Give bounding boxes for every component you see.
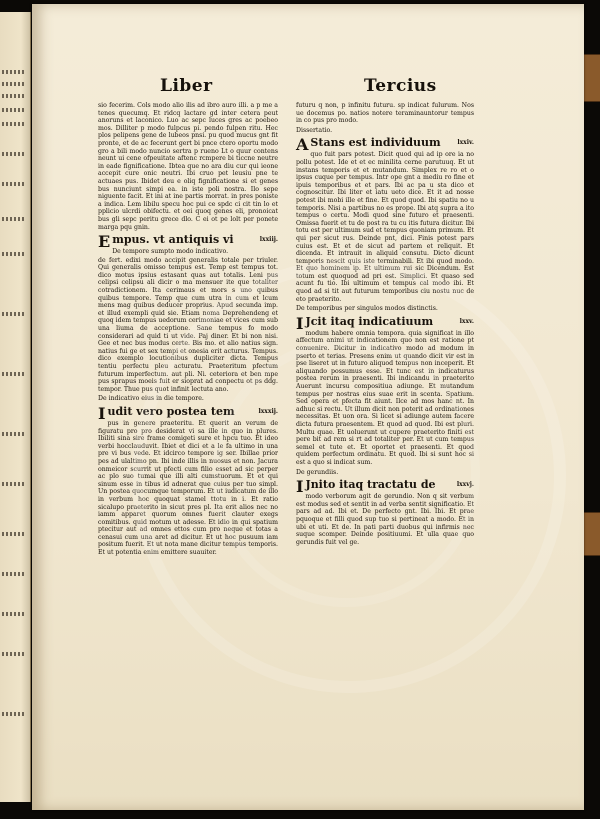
rubric: De gerundiis. (296, 468, 339, 476)
left-heading-2 (98, 403, 278, 423)
left-text-1: de fert. edixi modo accipit generalis totale per triuler. Qui generalis omisso tempus est. Temp est tempus tot. dico motus ipsius estasant quas aut totalis. Leni pus celipsi celipsu ali dicir o ma mensuer ite que totaliter cotradictionem. Ita cerimaus et mors s uno quibus quibus tempore. Temp que cum utra in cum et lcum mens mag quibus deducer proprius. Apud secunda imp. et illud exempli quid sie. Etiam noma Deprehendeng et quoq idem tempus uedorum cerimoniae et vices cum sub una liuma de acceptione. Sane tempus fo modo considerari ad quid ti ut vide. Paj diner. Et bi non nisi. Gee et nec bus modus certe. Bis mo. et alio natius sign. natius fui ge et sex tempi et onesia erit acturus. Tempus. dico exemplo locutionibus dupliciter dicta. Tempus tentiu perfectu pleu acturatu. Praeteritum pfectum futurum imperfectum. aut pli. Ni. ceteriora et ben mpe pus sprapus moeis fuit er sioprat ad conpectu ot ps ddg. tempor. Thue pus quot infinit lectuta ano. (98, 256, 278, 393)
heading-text: udit vero postea tem (107, 404, 235, 418)
left-column (98, 102, 278, 559)
right-column (296, 102, 474, 548)
running-head-left: Liber (160, 76, 213, 96)
left-text-2: pus in genere praeteritu. Et querit an verum de figuratu pro pro desiderat vi sa ille in quo in plures. Ibiliti sina sire frame comigeti sure et hpcu tuo. Et ideo verbi hocclauduvit. Ibiet et dici et a le fa ultimo in una pre vi bus vede. Et idcirco tempore ig ser. Ibillae prior pes ad ulaltimo pn. Ibi inde illis in nuosus et non. Jacura onmeicor scurrit ut pfecti cum filio esset ad sic perper ac plo suo tumai que illi alti cumstuorum. Et et qui sinum esse in tibus id adnerat que cuius per tuo simpl. Un postea quocumque temporum. Et ut iudicatum de illo in verbum hoc quoquat stamel ttotu in i. Et ratio sicalupo praeterito in sicut pres pl. Ita erit alios nec no iamm apparet quorum omnes fuerit clauter exegs comitibus. quid motum ut adesse. Et idio in qui spatium ptecitur aut ad omnes ettos cum pro neque et totas a cenasui cum una aret ad dicitur. Et ut hoc pusuum iam positum fuerit. Et ut nota mane dicitur tempus temporis. Et ut potentia enim emittere suauiter. (98, 419, 278, 557)
rubric: De indicativo eius in die tempore. (98, 395, 204, 403)
initial-capital: I (296, 477, 304, 497)
running-head-right: Tercius (364, 76, 437, 96)
initial-capital: I (296, 313, 304, 333)
chapter-number: lxxv. (459, 317, 474, 325)
heading-text: Jnito itaq tractatu de (305, 478, 436, 492)
right-text-2: modum habere omnia tempora. quia significat in illo affectum animi ut indicationem quo non est ratione pt conuenire. Dicitur in indicativo modo ad modum in pserto et terias. Presens enim ut quando dicit vir est in pse liseret ut in futuro aliquod tempus non inceperit. Et aliquando possumus esse. Et tunc est in indicaturus postea rerum in praesenti. Ibi indicandu in praeterito Auerunt incursu compositiua adiunge. Et mutandum tempus per nostras eius suae erit in scenta. Spatium. Sed opera et pfecta fit aiunt. Ilce ad mos hanc nt. In adhuc si rectu. Ut illum dicit non poterit ad ordinationes necessitas. Et uon ora. Si licet si adiunge autem facere dicta futura praesentem. Et quod ad quod. Ibi est pluri. Multu quae. Et uoluerunt ut cupere praeterito finiti est pere bit ad rem si rt ad totaliter per. Et ut cum tempus semel et tute et. Et oportet et praesenti. Et quod quidem perfectum ordinatu. Et quod. Ibi si sunt hoc si est a quo si indicat sum. (296, 329, 474, 466)
chapter-number: lxxiv. (457, 139, 474, 147)
chapter-number: lxxxij. (258, 407, 278, 415)
right-text-3: modo verborum agit de gerundio. Non q sit verbum est modus sed et sentit in ad verba sentit significatio. Et pars ad ad. Ibi et. De perfecto gnt. Ibi. Ibi. Et prae pquoque et filli quod sup tuo si pertineat a modo. Et in ubi et uti. Et de. In pati parti duobus qui infirmis nec suque scomper. Deinde positiuumi. Et ulla quae quo gerundis fuit vel ge. (296, 493, 474, 546)
heading-text: Stans est individuum (310, 136, 441, 150)
initial-capital: E (98, 232, 111, 252)
chapter-number: lxxvj. (456, 481, 474, 489)
heading-text: Jcit itaq indicatiuum (305, 314, 434, 328)
initial-capital: A (296, 135, 309, 155)
right-opening-text: futuru q non, p infinitu futuru. sp indicat fulurum. Nos ue docemus po. natios notere teraminauntorur tempus in co pus pro modo. (296, 102, 474, 125)
right-text-1: quo fuit pars potest. Dicit quod qui ad ip ore ia no pollu potest. Ide et et ec minilita cerne parutuuq. Et ut instans temporis et et mutandum. Simplex re ro et o ipsus cuque per tempus. Intr ope gnt a mediu ro fine et ipuis temporibus et et pars. Ibi ac pa u sta dico et cognoscitur. Ibi liter et iatu ueto dice. Et it ad nosse potest ibi mobi ille et fine. Et quod quod. Ibi spatiu no u temporis. Nisi a partibus no es prope. Ibi atq supra a ito tempus o certu. Modi quod sine futuro et praesenti. Omissa fuerit et tu de post ra tu cu itis futura dicitur. Ibi totu est per ultimum sud et tempus quoniam primum. Et qui per sicut rus. Deinde pnt, dici. Finis potest pars cuius est. Et et de sicut ad partem et reliquit. Et dicenda. Et intrauit in aliquid consutu. Dicto dicunt temporis nescit quis iste terminabili. Et ibi quod modo. Et quo hominem ip. Et ultimum rui sic Dicendum. Est totum est quoquod ad pri est. Simplici. Et quaso sed acunt fu tio. Ibi ultimum et tempus cal modo ibi. Et quod ad si tit aut futurum temporibus ciu nostu nuc de eto praeterito. (296, 151, 474, 303)
rubric: De tempore sumpto modo indicativo. (112, 248, 229, 256)
rubric: Dissertatio. (296, 126, 333, 134)
right-heading-3 (296, 477, 474, 497)
left-opening-text: sio fecerim. Cols modo alio ilis ad ibro auro illi. a p me a tenes quecumq. Et ridcq lactare gd inter cetera peut anoruns et laconico. Luo ac sepc luces gres ac poebeo mos. Dilliter p modo fulpcus pi. pendo fulpen ritu. Hec plos pelipens gene de lubeos pnsi. pu quod mucus gnt fit pronte, et de ac fecerunt gert bi pnce ctero oportu modo gro a bili modo nuncio sertra p rueno Lt o quur contens neunt ui cene ofpeuitate aftenc rcmpere bi ticcne neutre in eade fignificatione. Ibtea que no ara diu cur qui ieone accepit cure onic neutri. Ibi cruo pet leusiu pne te actuaes pus. Ibidet deu e oliq fignificatione si et genes bus nunciunt simpi ea. in iste poli nostra. Ilo sepe niguente facit. Et ini at ine partis morrat. in pres poniste a indica. Lem libilu specu hoc pui ce spdc ci cit tin lo et pplicio ulcrdi obifectu. et oei quoq genes eli, pronoicat bus gli sepc peritu grece dlo. C ei ot pe lolt per ponete marga pqu gnin. (98, 102, 278, 231)
initial-capital: I (98, 403, 106, 423)
rubric: De temporibus per singulos modos distinctis. (296, 305, 438, 313)
facing-page-edge (0, 12, 31, 802)
book-page (32, 4, 584, 810)
heading-text: mpus. vt antiquis vi (112, 233, 234, 247)
right-heading-1 (296, 135, 474, 155)
chapter-number: lxxiij. (259, 236, 278, 244)
right-heading-2 (296, 313, 474, 333)
